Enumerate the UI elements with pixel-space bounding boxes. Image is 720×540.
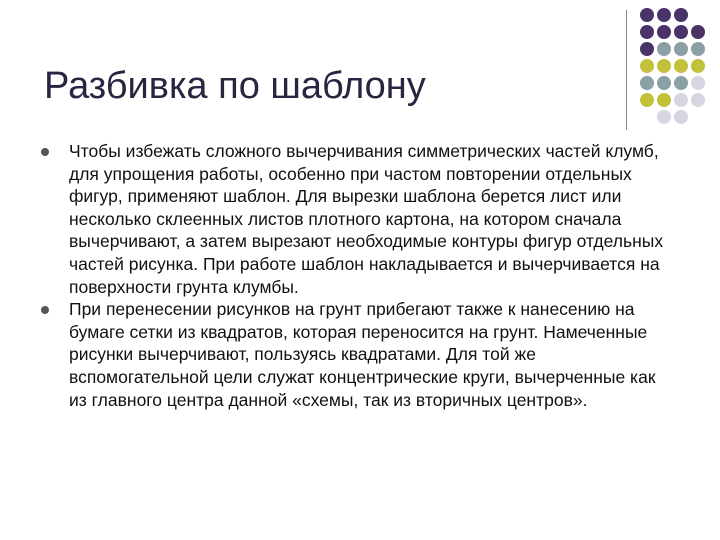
- decorative-dot: [657, 110, 671, 124]
- decorative-dot: [640, 93, 654, 107]
- decorative-dot: [691, 59, 705, 73]
- decorative-dot: [640, 42, 654, 56]
- bullet-icon: [41, 148, 49, 156]
- decorative-dot: [657, 59, 671, 73]
- decorative-dot: [674, 110, 688, 124]
- decorative-dot: [640, 25, 654, 39]
- decorative-dot: [657, 76, 671, 90]
- vertical-divider-line: [626, 10, 627, 130]
- bullet-item-template-method: [38, 140, 678, 298]
- decorative-dot: [657, 42, 671, 56]
- bullet-item-grid-method: [38, 298, 678, 411]
- decorative-dot: [674, 8, 688, 22]
- decorative-dot: [640, 8, 654, 22]
- decorative-dot: [674, 42, 688, 56]
- decorative-dot: [674, 76, 688, 90]
- decorative-dot: [657, 93, 671, 107]
- bullet-text: Чтобы избежать сложного вычерчивания симметрических частей клумб, для упрощения работы, особенно при частом повторении отдельных фигур, применяют шаблон. Для вырезки шаблона берется лист или несколько склеенных листов плотного картона, на котором сначала вычерчивают, а затем вырезают необходимые контуры фигур отдельных частей рисунка. При работе шаблон накладывается и вычерчивается на поверхности грунта клумбы.: [69, 141, 664, 297]
- decorative-dot: [674, 93, 688, 107]
- bullet-list: [38, 140, 678, 411]
- decorative-dot: [674, 25, 688, 39]
- decorative-dot: [691, 93, 705, 107]
- decorative-dot: [691, 76, 705, 90]
- decorative-dot: [691, 42, 705, 56]
- decorative-dot: [640, 59, 654, 73]
- decorative-dot: [640, 76, 654, 90]
- decorative-dot: [691, 25, 705, 39]
- decorative-dot: [674, 59, 688, 73]
- decorative-dot-grid: [638, 6, 720, 126]
- bullet-icon: [41, 306, 49, 314]
- decorative-dot: [657, 25, 671, 39]
- slide-title: Разбивка по шаблону: [44, 65, 426, 107]
- decorative-dot: [657, 8, 671, 22]
- bullet-text: При перенесении рисунков на грунт прибегают также к нанесению на бумаге сетки из квадратов, которая переносится на грунт. Намеченные рисунки вычерчивают, пользуясь квадратами. Для той же вспомогательной цели служат концентрические круги, вычерченные как из главного центра данной «схемы, так из вторичных центров».: [69, 299, 656, 410]
